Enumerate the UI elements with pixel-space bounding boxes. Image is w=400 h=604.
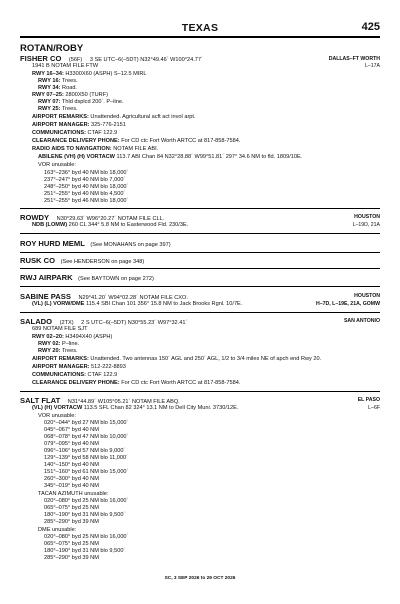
chart-supplement-page: TEXAS 425 ROTAN/ROBY FISHER CO (56F) 3 SE UTC–6(–5DT) N32°49.46´ W100°24.77´ DALLAS–FT WORTH 1941 B NOTAM FILE FTW L–17A RWY 16–34: H3300X60 (ASPH) S–12.5 MIRL RWY 16: Trees. RWY 34: Road. RWY 07–25: 2800X50 (TURF) RWY 07: Thld dsplcd 200´. P–line. RWY 25: Trees. AIRPORT REMARKS: Unattended. Agricultural acft act invol arpt. AIRPORT MANAGER: 325-776-2151 COMMUNICATIONS: CTAF 122.9 CLEARANCE DELIVERY PHONE: For CD ctc Fort Worth ARTCC at 817-858-7584. RADIO AIDS TO NAVIGATION: NOTAM FILE ABI. ABILENE (VH) (H) VORTACW 113.7 ABI Chan 84 N32°28.88´ W99°51.81´ 297° 34.6 NM to fld. 1809/10E. VOR unusable: 163°–236° byd 40 NM blo 18,000´ 237°–247° byd 40 NM blo 7,000´ 248°–250° byd 40 NM blo 18,000´ 251°–255° byd 40 NM blo 4,500´ 251°–255° byd 46 NM blo 18,000´ ROWDY N30°29.63´ W96°20.27´ NOTAM FILE CLL. HOUSTON NDB (LOMW) 260 CL 344° 5.8 NM to Easterwood Fld. 230/3E. L–19D, 21A ROY HURD MEML (See MONAHANS on page 397) RUSK CO (See HENDERSON on page 348) RWJ AIRPARK (See BAYTOWN on page 272) SABINE PASS N29°41.20´ W94°02.28´ NOTAM FILE CXO. HOUSTON (VL) (L) VORW/DME 115.4 SBI Chan 101 356° 15.8 NM to Jack Brooks Rgnl. 10/7E. H–7D, L–19E, 21A, GOMW SALADO (2TX) 2 S UTC–6(–5DT) N30°55.23´ W97°32.41´ SAN ANTONIO 689 NOTAM FILE SJT RWY 02–20: H3494X40 (ASPH) RWY 02: P–line. RWY 20: Trees. AIRPORT REMARKS: Unattended. Two antennas 150´ AGL and 250´ AGL, 1/2 to 3/4 miles NE of apch end Rwy 20. AIRPORT MANAGER: 512-222-8893 COMMUNICATIONS: CTAF 122.9 CLEARANCE DELIVERY PHONE: For CD ctc Fort Worth ARTCC at 817-858-7584. SALT FLAT N31°44.89´ W105°05.21´ NOTAM FILE ABQ. EL PASO (VL) (H) VORTACW 113.5 SFL Chan 82 324° 13.1 NM to Dell City Muni. 3730/12E. L–6F VOR unusable: 020°–044° byd 27 NM blo 15,000´ 045°–067° byd 40 NM 068°–078° byd 47 NM blo 10,000´ 079°–095° byd 40 NM 096°–106° byd 57 NM blo 9,000´ 129°–139° byd 58 NM blo 11,000´ 140°–150° byd 40 NM 151°–160° byd 61 NM blo 15,000´ 260°–300° byd 40 NM 345°–019° byd 40 NM TACAN AZIMUTH unusable: 020°–080° byd 25 NM blo 16,000´ 065°–075° byd 25 NM 180°–190° byd 31 NM blo 9,500´ 285°–290° byd 39 NM DME unusable: 020°–080° byd 25 NM blo 16,000´ 065°–075° byd 25 NM 180°–190° byd 31 NM blo 9,500´ 285°–290° byd 39 NM SC, 3 SEP 2026 to 29 OCT 2026 [0,0,400,604]
list-item: 079°–095° byd 40 NM [44,441,99,447]
chart-region: DALLAS–FT WORTH [328,56,380,62]
airport-elevation-notam: 1941 B NOTAM FILE FTW [32,63,99,69]
list-item: 251°–255° byd 40 NM blo 4,500´ [44,191,126,197]
divider [20,312,380,313]
entry-roy-hurd: ROY HURD MEML (See MONAHANS on page 397) [20,239,171,248]
list-item: 065°–075° byd 25 NM [44,505,99,511]
state-header: TEXAS [181,22,219,34]
divider [20,391,380,392]
entry-rwj-airpark: RWJ AIRPARK (See BAYTOWN on page 272) [20,273,154,282]
divider [20,286,380,287]
runway-label: RWY 16–34: [32,71,64,77]
list-item: 068°–078° byd 47 NM blo 10,000´ [44,434,129,440]
city-heading: ROTAN/ROBY [20,43,84,54]
chart-panel: L–17A [364,63,380,69]
airport-code: (56F) [68,57,83,63]
list-item: 345°–019° byd 40 NM [44,483,99,489]
page-number: 425 [361,21,380,33]
header-rule [20,36,380,38]
list-item: 020°–080° byd 25 NM blo 16,000´ [44,498,129,504]
footer-effective-dates: SC, 3 SEP 2026 to 29 OCT 2026 [164,576,236,581]
list-item: 140°–150° byd 40 NM [44,462,99,468]
list-item: 180°–190° byd 31 NM blo 9,500´ [44,548,126,554]
list-item: 237°–247° byd 40 NM blo 7,000´ [44,177,126,183]
list-item: 065°–075° byd 25 NM [44,541,99,547]
list-item: 180°–190° byd 31 NM blo 9,500´ [44,512,126,518]
divider [20,208,380,209]
divider [20,233,380,234]
list-item: 020°–044° byd 27 NM blo 15,000´ [44,420,129,426]
list-item: 285°–290° byd 39 NM [44,519,99,525]
list-item: 260°–300° byd 40 NM [44,476,99,482]
list-item: 151°–160° byd 61 NM blo 15,000´ [44,469,129,475]
list-item: 129°–139° byd 58 NM blo 11,000´ [44,455,128,461]
fix-name: ROWDY [20,213,50,222]
entry-rusk-co: RUSK CO (See HENDERSON on page 348) [20,256,145,265]
list-item: 020°–080° byd 25 NM blo 16,000´ [44,534,129,540]
airport-location: 3 SE UTC–6(–5DT) N32°49.46´ W100°24.77´ [89,57,203,63]
list-item: 045°–067° byd 40 NM [44,427,99,433]
divider [20,252,380,253]
list-item: 248°–250° byd 40 NM blo 18,000´ [44,184,129,190]
list-item: 163°–236° byd 40 NM blo 18,000´ [44,170,129,176]
airport-name: FISHER CO [20,54,62,63]
divider [20,268,380,269]
list-item: 251°–255° byd 46 NM blo 18,000´ [44,198,129,204]
list-item: 096°–106° byd 57 NM blo 9,000´ [44,448,126,454]
list-item: 285°–290° byd 39 NM [44,555,99,561]
